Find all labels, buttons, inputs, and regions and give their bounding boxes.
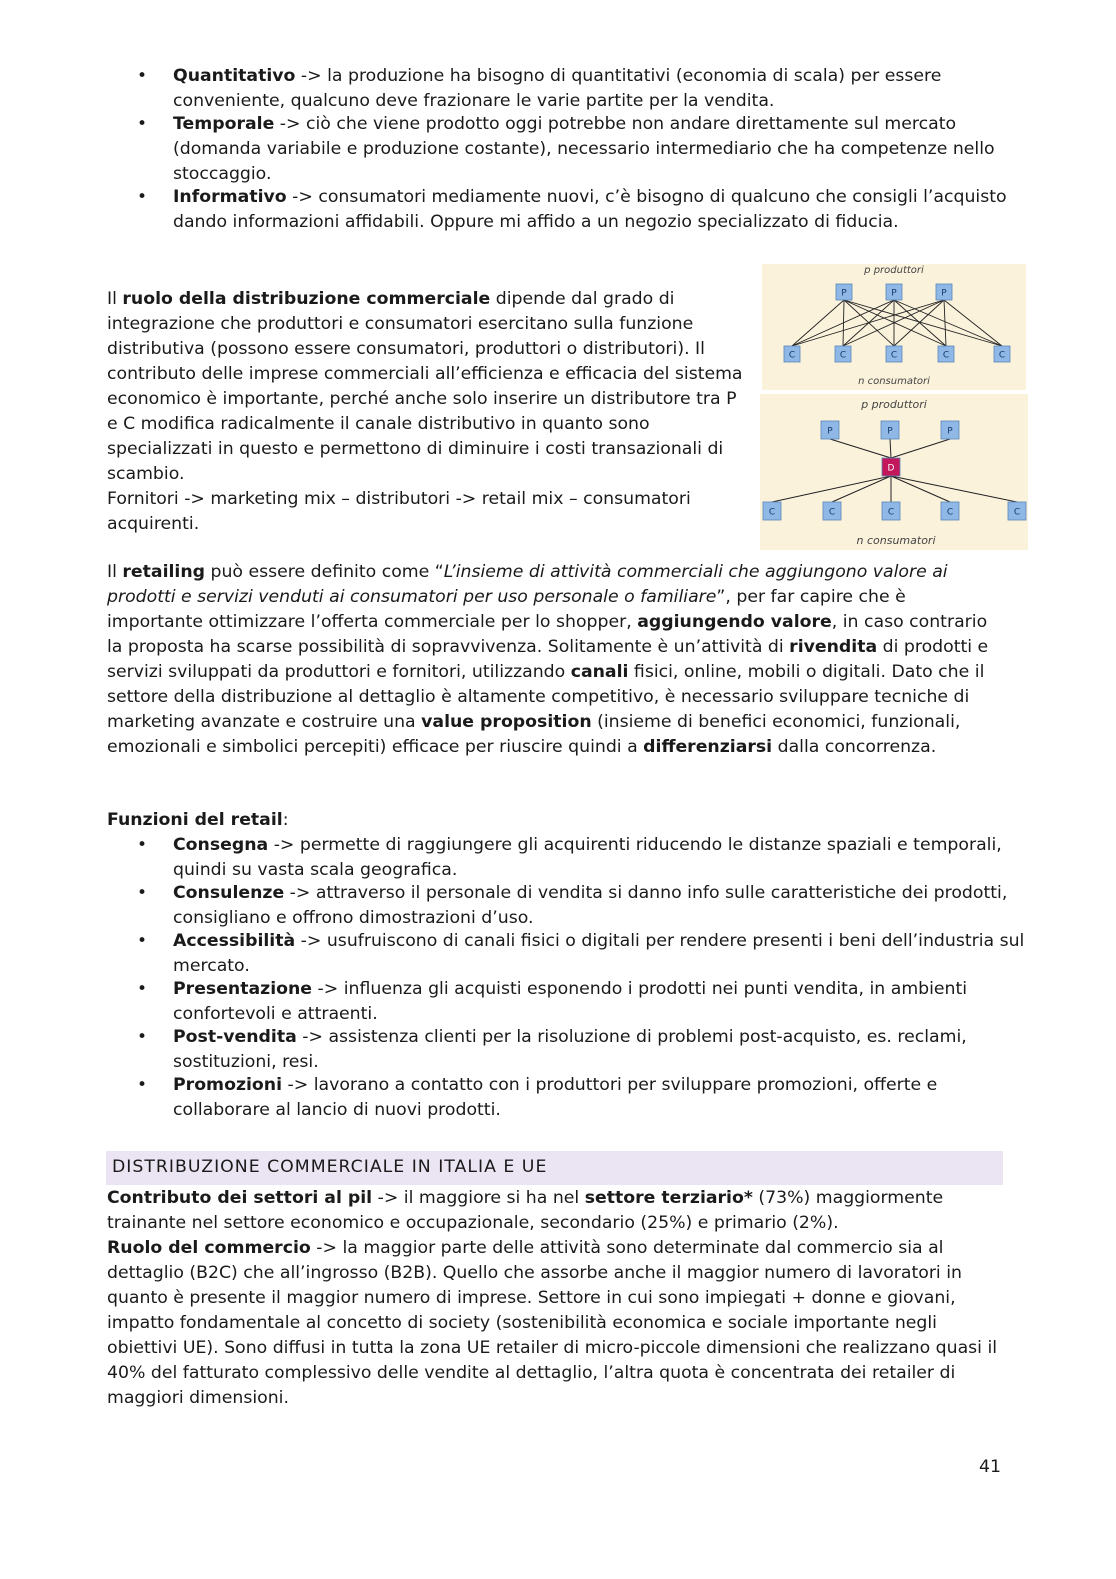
bullet-icon: • bbox=[137, 1027, 148, 1047]
list-item: • Presentazione -> influenza gli acquisti esponendo i prodotti nei punti vendita, in ambienti confortevoli e attraenti. bbox=[137, 979, 968, 1024]
producer-node-label: P bbox=[827, 426, 833, 437]
diagram-bottom-label: n consumatori bbox=[856, 534, 936, 547]
item-text: -> la produzione ha bisogno di quantitativi (economia di scala) per essere conveniente, qualcuno deve frazionare le varie partite per la vendita. bbox=[173, 66, 942, 111]
producer-node-label: P bbox=[887, 426, 893, 437]
bullet-icon: • bbox=[137, 883, 148, 903]
section-heading bbox=[106, 1151, 1003, 1185]
list-item: • Consegna -> permette di raggiungere gli acquirenti riducendo le distanze spaziali e temporali, quindi su vasta scala geografica. bbox=[137, 835, 1002, 880]
list-item: • Post-vendita -> assistenza clienti per la risoluzione di problemi post-acquisto, es. reclami, sostituzioni, resi. bbox=[137, 1027, 967, 1072]
consumer-node-label: C bbox=[890, 350, 898, 361]
retailing-paragraph: Il retailing può essere definito come “L’insieme di attività commerciali che aggiungono valore ai prodotti e servizi venduti ai consumatori per uso personale o familiare”, per far capire che è importante ottimizzare l’offerta commerciale per lo shopper, aggiungendo valore, in caso contrario la proposta ha scarse possibilità di sopravvivenza. Solitamente è un’attività di rivendita di prodotti e servizi sviluppati da produttori e fornitori, utilizzando canali fisici, online, mobili o digitali. Dato che il settore della distribuzione al dettaglio è altamente competitivo, è necessario sviluppare tecniche di marketing avanzate e costruire una value proposition (insieme di benefici economici, funzionali, emozionali e simbolici percepiti) efficace per riuscire quindi a differenziarsi dalla concorrenza. bbox=[107, 562, 989, 757]
section-title: DISTRIBUZIONE COMMERCIALE IN ITALIA E UE bbox=[112, 1157, 548, 1177]
consumer-node-label: C bbox=[942, 350, 950, 361]
item-text: -> consumatori mediamente nuovi, c’è bisogno di qualcuno che consigli l’acquisto dando informazioni affidabili. Oppure mi affido a un negozio specializzato di fiducia. bbox=[173, 187, 1007, 232]
list-item bbox=[107, 64, 1027, 114]
consumer-node-label: C bbox=[1013, 507, 1021, 518]
bullet-icon: • bbox=[137, 1075, 148, 1095]
list-item: • Promozioni -> lavorano a contatto con i produttori per sviluppare promozioni, offerte e collaborare al lancio di nuovi prodotti. bbox=[137, 1075, 938, 1120]
consumer-node-label: C bbox=[887, 507, 895, 518]
distributor-node-label: D bbox=[887, 463, 895, 474]
bullet-icon: • bbox=[137, 931, 148, 951]
contributo-paragraph: Contributo dei settori al pil -> il maggiore si ha nel settore terziario* (73%) maggiormente trainante nel settore economico e occupazionale, secondario (25%) e primario (2%). Ruolo del commercio -> la maggior parte delle attività sono determinate dal commercio sia al dettaglio (B2C) che all’ingrosso (B2B). Quello che assorbe anche il maggior numero di lavoratori in quanto è presente il maggior numero di imprese. Settore in cui sono impiegati + donne e giovani, impatto fondamentale al concetto di society (sostenibilità economica e sociale importante negli obiettivi UE). Sono diffusi in tutta la zona UE retailer di micro-piccole dimensioni che realizzano quasi il 40% del fatturato complessivo delle vendite al dettaglio, l’altra quota è concentrata dei retailer di maggiori dimensioni. bbox=[107, 1188, 998, 1408]
page-number: 41 bbox=[979, 1457, 1001, 1477]
producer-node-label: P bbox=[941, 288, 947, 299]
list-item: • Accessibilità -> usufruiscono di canali fisici o digitali per rendere presenti i beni dell’industria sul mercato. bbox=[137, 931, 1025, 976]
consumer-node-label: C bbox=[998, 350, 1006, 361]
list-item bbox=[107, 112, 1027, 187]
item-text: -> ciò che viene prodotto oggi potrebbe non andare direttamente sul mercato (domanda variabile e produzione costante), necessario intermediario che ha competenze nello stoccaggio. bbox=[173, 114, 995, 184]
consumer-node-label: C bbox=[828, 507, 836, 518]
diagram-top-label: p produttori bbox=[861, 398, 927, 411]
funzioni-heading: Funzioni del retail: bbox=[107, 810, 289, 830]
diagram-bottom-label: n consumatori bbox=[858, 376, 930, 387]
bullet-icon: • bbox=[137, 187, 148, 207]
term: ruolo della distribuzione commerciale bbox=[122, 289, 491, 309]
bullet-icon: • bbox=[137, 66, 148, 86]
producer-node-label: P bbox=[891, 288, 897, 299]
consumer-node-label: C bbox=[788, 350, 796, 361]
list-item bbox=[107, 185, 1027, 235]
consumer-node-label: C bbox=[768, 507, 776, 518]
intermediation-list bbox=[107, 64, 1027, 233]
direct-channel-diagram bbox=[762, 264, 1026, 390]
term: Quantitativo bbox=[173, 66, 296, 86]
bullet-icon: • bbox=[137, 979, 148, 999]
indirect-channel-diagram bbox=[760, 394, 1028, 550]
producer-node-label: P bbox=[947, 426, 953, 437]
term: Informativo bbox=[173, 187, 287, 207]
bullet-icon: • bbox=[137, 835, 148, 855]
consumer-node-label: C bbox=[946, 507, 954, 518]
term: Temporale bbox=[173, 114, 275, 134]
bullet-icon: • bbox=[137, 114, 148, 134]
diagram-top-label: p produttori bbox=[864, 265, 924, 276]
producer-node-label: P bbox=[841, 288, 847, 299]
consumer-node-label: C bbox=[839, 350, 847, 361]
list-item: • Consulenze -> attraverso il personale di vendita si danno info sulle caratteristiche dei prodotti, consigliano e offrono dimostrazioni d’uso. bbox=[137, 883, 1008, 928]
ruolo-paragraph: Il ruolo della distribuzione commerciale dipende dal grado di integrazione che produttori e consumatori esercitano sulla funzione distributiva (possono essere consumatori, produttori o distributori). Il contributo delle imprese commerciali all’efficienza e efficacia del sistema economico è importante, perché anche solo inserire un distributore tra P e C modifica radicalmente il canale distributivo in quanto sono specializzati in questo e permettono di diminuire i costi transazionali di scambio. Fornitori -> marketing mix – distributori -> retail mix – consumatori acquirenti. bbox=[107, 287, 747, 537]
supply-chain-line: Fornitori -> marketing mix – distributori -> retail mix – consumatori acquirenti. bbox=[107, 489, 691, 534]
funzioni-list bbox=[107, 833, 1027, 1121]
